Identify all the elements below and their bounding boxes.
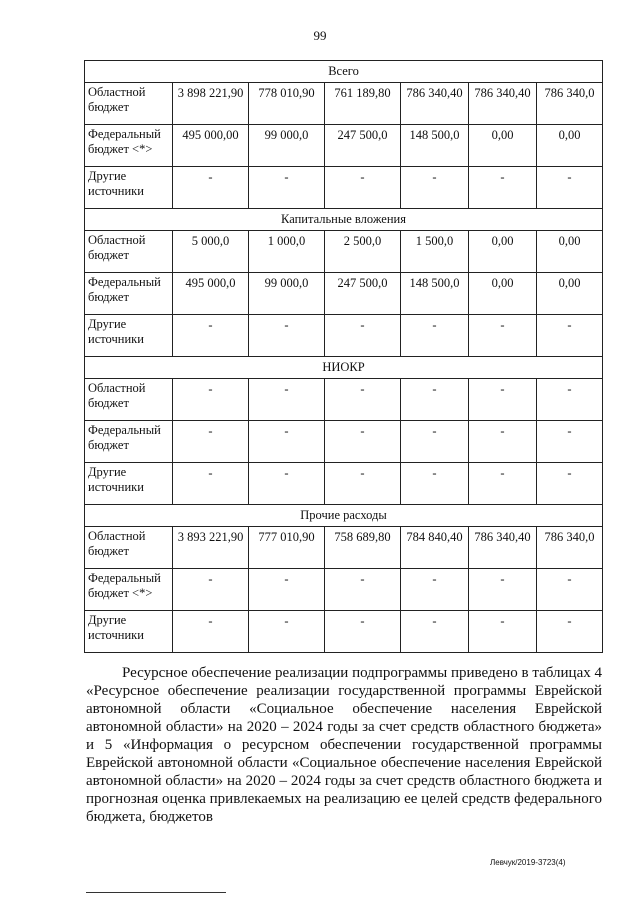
- table-cell: -: [469, 167, 537, 209]
- page-number: 99: [313, 28, 327, 43]
- section-header-row: [85, 357, 603, 379]
- table-cell: -: [469, 379, 537, 421]
- footer-divider: [86, 892, 226, 893]
- section-header-row: [85, 61, 603, 83]
- table-cell: 778 010,90: [249, 83, 325, 125]
- section-header-row: [85, 209, 603, 231]
- table-cell: -: [325, 167, 401, 209]
- table-row: [85, 527, 603, 569]
- table-cell: 247 500,0: [325, 125, 401, 167]
- section-title: Всего: [85, 61, 603, 83]
- table-cell: 0,00: [537, 125, 603, 167]
- table-cell: 0,00: [469, 125, 537, 167]
- table-cell: 5 000,0: [173, 231, 249, 273]
- table-cell: -: [401, 569, 469, 611]
- table-cell: -: [401, 611, 469, 653]
- table-cell: 99 000,0: [249, 273, 325, 315]
- row-label: Другие источники: [85, 463, 173, 505]
- table-cell: 758 689,80: [325, 527, 401, 569]
- table-row: [85, 421, 603, 463]
- table-cell: -: [469, 463, 537, 505]
- table-cell: 786 340,40: [469, 83, 537, 125]
- table-cell: -: [401, 421, 469, 463]
- table-cell: -: [173, 463, 249, 505]
- table-cell: 99 000,0: [249, 125, 325, 167]
- table-row: [85, 611, 603, 653]
- section-header-row: [85, 505, 603, 527]
- table-cell: -: [537, 379, 603, 421]
- table-cell: -: [173, 167, 249, 209]
- table-cell: -: [537, 167, 603, 209]
- table-row: [85, 125, 603, 167]
- section-title: Прочие расходы: [85, 505, 603, 527]
- table-row: [85, 569, 603, 611]
- row-label: Областной бюджет: [85, 231, 173, 273]
- table-cell: -: [173, 379, 249, 421]
- table-cell: 0,00: [537, 231, 603, 273]
- table-cell: -: [249, 167, 325, 209]
- table-cell: 1 500,0: [401, 231, 469, 273]
- table-row: [85, 167, 603, 209]
- row-label: Другие источники: [85, 167, 173, 209]
- table-cell: -: [249, 569, 325, 611]
- table-cell: -: [401, 379, 469, 421]
- table-cell: -: [173, 611, 249, 653]
- table-cell: -: [469, 421, 537, 463]
- body-paragraph: Ресурсное обеспечение реализации подпрограммы приведено в таблицах 4 «Ресурсное обеспечение реализации государственной программы Еврейской автономной области «Социальное обеспечение населения Еврейской автономной области» на 2020 – 2024 годы за счет средств областного бюджета» и 5 «Информация о ресурсном обеспечении государственной программы Еврейской автономной области «Социальное обеспечение населения Еврейской автономной области» на 2020 – 2024 годы за счет средств областного бюджета и прогнозная оценка привлекаемых на реализацию ее целей средств федерального бюджета, бюджетов: [86, 665, 602, 825]
- table-cell: 3 893 221,90: [173, 527, 249, 569]
- table-row: [85, 83, 603, 125]
- table-cell: -: [249, 379, 325, 421]
- table-row: [85, 315, 603, 357]
- table-cell: 777 010,90: [249, 527, 325, 569]
- row-label: Областной бюджет: [85, 379, 173, 421]
- budget-table: [84, 60, 603, 653]
- table-cell: -: [249, 315, 325, 357]
- table-cell: 786 340,40: [401, 83, 469, 125]
- table-row: [85, 273, 603, 315]
- table-row: [85, 463, 603, 505]
- table-cell: 3 898 221,90: [173, 83, 249, 125]
- table-cell: -: [249, 421, 325, 463]
- table-cell: 1 000,0: [249, 231, 325, 273]
- table-cell: 247 500,0: [325, 273, 401, 315]
- row-label: Областной бюджет: [85, 83, 173, 125]
- row-label: Федеральный бюджет <*>: [85, 569, 173, 611]
- section-title: Капитальные вложения: [85, 209, 603, 231]
- row-label: Другие источники: [85, 611, 173, 653]
- table-cell: 0,00: [469, 273, 537, 315]
- table-cell: 148 500,0: [401, 273, 469, 315]
- table-cell: 0,00: [537, 273, 603, 315]
- table-cell: -: [401, 463, 469, 505]
- table-cell: -: [537, 421, 603, 463]
- table-cell: 786 340,0: [537, 83, 603, 125]
- table-cell: -: [469, 315, 537, 357]
- table-cell: -: [537, 315, 603, 357]
- table-cell: -: [325, 315, 401, 357]
- row-label: Федеральный бюджет: [85, 421, 173, 463]
- table-cell: -: [537, 569, 603, 611]
- row-label: Другие источники: [85, 315, 173, 357]
- table-cell: 761 189,80: [325, 83, 401, 125]
- table-cell: -: [325, 569, 401, 611]
- table-row: [85, 379, 603, 421]
- table-row: [85, 231, 603, 273]
- table-cell: -: [325, 611, 401, 653]
- table-cell: -: [537, 611, 603, 653]
- table-cell: 0,00: [469, 231, 537, 273]
- section-title: НИОКР: [85, 357, 603, 379]
- table-cell: 784 840,40: [401, 527, 469, 569]
- table-cell: -: [469, 611, 537, 653]
- row-label: Федеральный бюджет: [85, 273, 173, 315]
- table-cell: 2 500,0: [325, 231, 401, 273]
- table-cell: 786 340,0: [537, 527, 603, 569]
- table-cell: -: [537, 463, 603, 505]
- table-cell: -: [401, 315, 469, 357]
- table-cell: -: [173, 569, 249, 611]
- table-cell: 148 500,0: [401, 125, 469, 167]
- table-cell: -: [401, 167, 469, 209]
- table-cell: 495 000,0: [173, 273, 249, 315]
- table-cell: 786 340,40: [469, 527, 537, 569]
- table-cell: -: [325, 463, 401, 505]
- table-cell: -: [249, 611, 325, 653]
- document-footer-code: Левчук/2019-3723(4): [490, 858, 566, 867]
- row-label: Областной бюджет: [85, 527, 173, 569]
- table-cell: -: [325, 379, 401, 421]
- table-cell: -: [469, 569, 537, 611]
- table-cell: -: [173, 315, 249, 357]
- table-cell: 495 000,00: [173, 125, 249, 167]
- row-label: Федеральный бюджет <*>: [85, 125, 173, 167]
- table-cell: -: [249, 463, 325, 505]
- table-cell: -: [325, 421, 401, 463]
- table-cell: -: [173, 421, 249, 463]
